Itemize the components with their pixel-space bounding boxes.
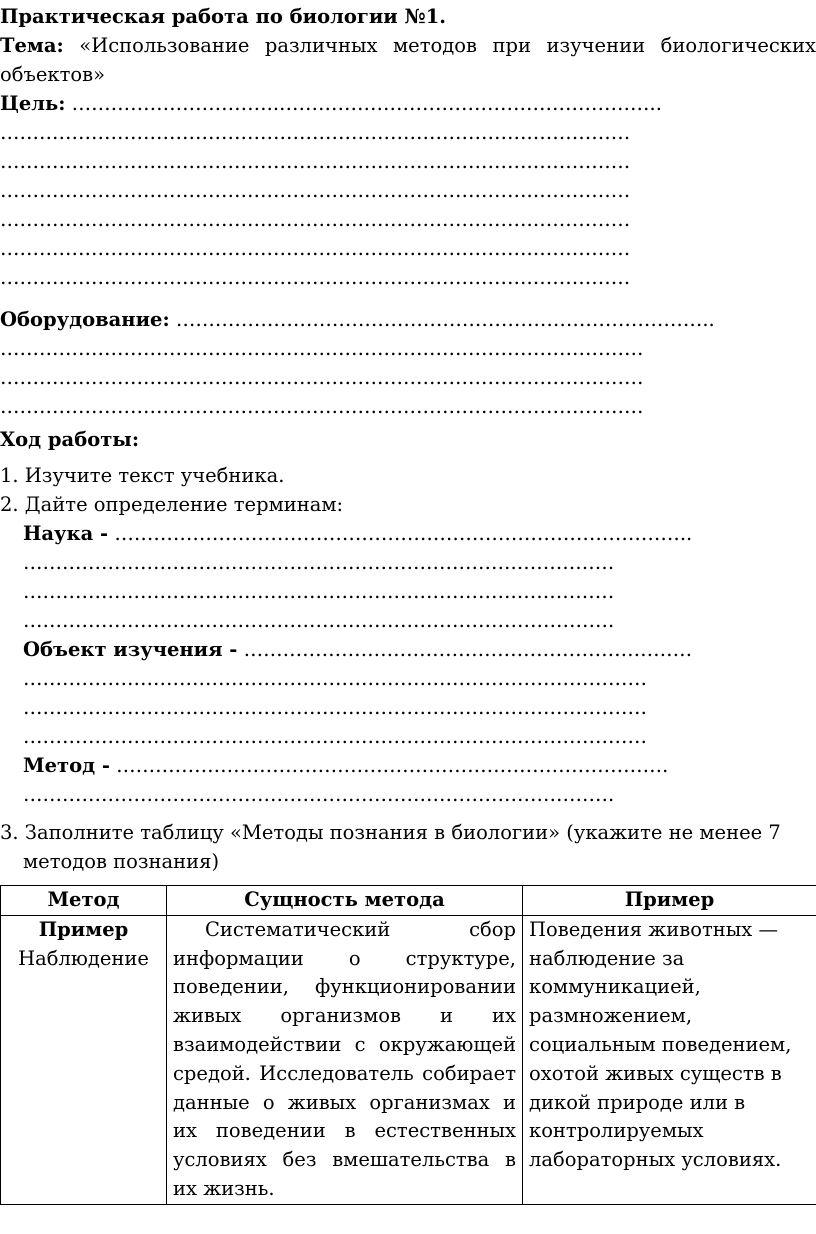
goal-dots: …………………………..………………………………………………….. — [71, 92, 662, 115]
example-cell — [523, 915, 816, 1204]
term-science-fill: ………………………………………………………………………………. — [23, 609, 615, 632]
goal-fill-line: ……………………………………………………………………….…………… — [0, 208, 631, 231]
goal-line — [0, 89, 816, 118]
term-science-fill: ………………………………………………………………….…………… — [23, 580, 615, 603]
step-3: 3. Заполните таблицу «Методы познания в биологии» (укажите не менее 7 — [0, 821, 781, 844]
method-cell — [1, 915, 167, 1204]
goal-fill-line: ……………………………………………………………………….…………… — [0, 179, 631, 202]
goal-fill-line: ……………………………………………………………………….…………… — [0, 150, 631, 173]
equipment-dots: ……………………………………………………………………….. — [175, 308, 715, 331]
term-object-fill: …………………………………………………………………………………… — [23, 725, 647, 748]
procedure-heading: Ход работы: — [0, 428, 140, 451]
header-method: Метод — [1, 886, 167, 916]
goal-fill-line: ……………………………………………………………………….…………… — [0, 121, 631, 144]
equipment-fill-line: ……………………………………………………………………………………… — [0, 337, 644, 360]
term-method-dots: …………………………………………………………………………. — [116, 754, 669, 777]
term-method-label: Метод - — [23, 754, 110, 777]
page-title: Практическая работа по биологии №1. — [0, 5, 447, 28]
topic-line-2: объектов» — [0, 63, 106, 86]
goal-fill-line: ……………………………………………………………………….…………… — [0, 266, 631, 289]
term-science-line — [23, 519, 816, 548]
topic-line — [0, 31, 816, 60]
equipment-line — [0, 305, 816, 334]
term-object-line — [23, 635, 816, 664]
goal-label: Цель: — [0, 92, 66, 115]
step-1: 1. Изучите текст учебника. — [0, 464, 285, 487]
goal-fill-line: ……………………………………………………………………….…………… — [0, 237, 631, 260]
term-science-fill: ………………………………………………………………….…………… — [23, 551, 615, 574]
method-cell-label: Пример — [38, 917, 129, 941]
term-object-fill: …………………………………………………………………………………… — [23, 696, 647, 719]
term-method-fill: ………………………………………………………………………………. — [23, 783, 615, 806]
term-science-label: Наука - — [23, 522, 109, 545]
method-cell-name: Наблюдение — [18, 946, 149, 970]
term-science-dots: …………………………………………………………………………….. — [114, 522, 693, 545]
topic-text: «Использование различных методов при изучении биологических — [79, 34, 816, 57]
step-2: 2. Дайте определение терминам: — [0, 493, 344, 516]
term-object-dots: …………………………………………………………… — [243, 638, 693, 661]
table-header-row — [1, 886, 816, 916]
term-method-line — [23, 751, 816, 780]
term-object-label: Объект изучения - — [23, 638, 238, 661]
header-essence: Сущность метода — [167, 886, 523, 916]
step-3-cont: методов познания) — [23, 850, 220, 873]
topic-label: Тема: — [0, 34, 64, 57]
methods-table — [0, 885, 816, 1205]
table-row — [1, 915, 816, 1204]
example-text: Поведения животных — наблюдение за коммуникацией, размножением, социальным поведением, охотой живых существ в дикой природе или в контролируемых лабораторных условиях. — [529, 917, 792, 1172]
term-object-fill: …………………………………………………………………………………… — [23, 667, 647, 690]
equipment-fill-line: ……………………………………………………………………………………… — [0, 366, 644, 389]
essence-cell — [167, 915, 523, 1204]
essence-text: Систематический сбор информации о структуре, поведении, функционировании живых организмов и их взаимодействии с окружающей средой. Исследователь собирает данные о живых организмах и их поведении в естественных условиях без вмешательства в их жизнь. — [173, 917, 516, 1200]
equipment-fill-line: ……………………………………………………………………………………… — [0, 395, 644, 418]
equipment-label: Оборудование: — [0, 308, 170, 331]
header-example: Пример — [523, 886, 816, 916]
